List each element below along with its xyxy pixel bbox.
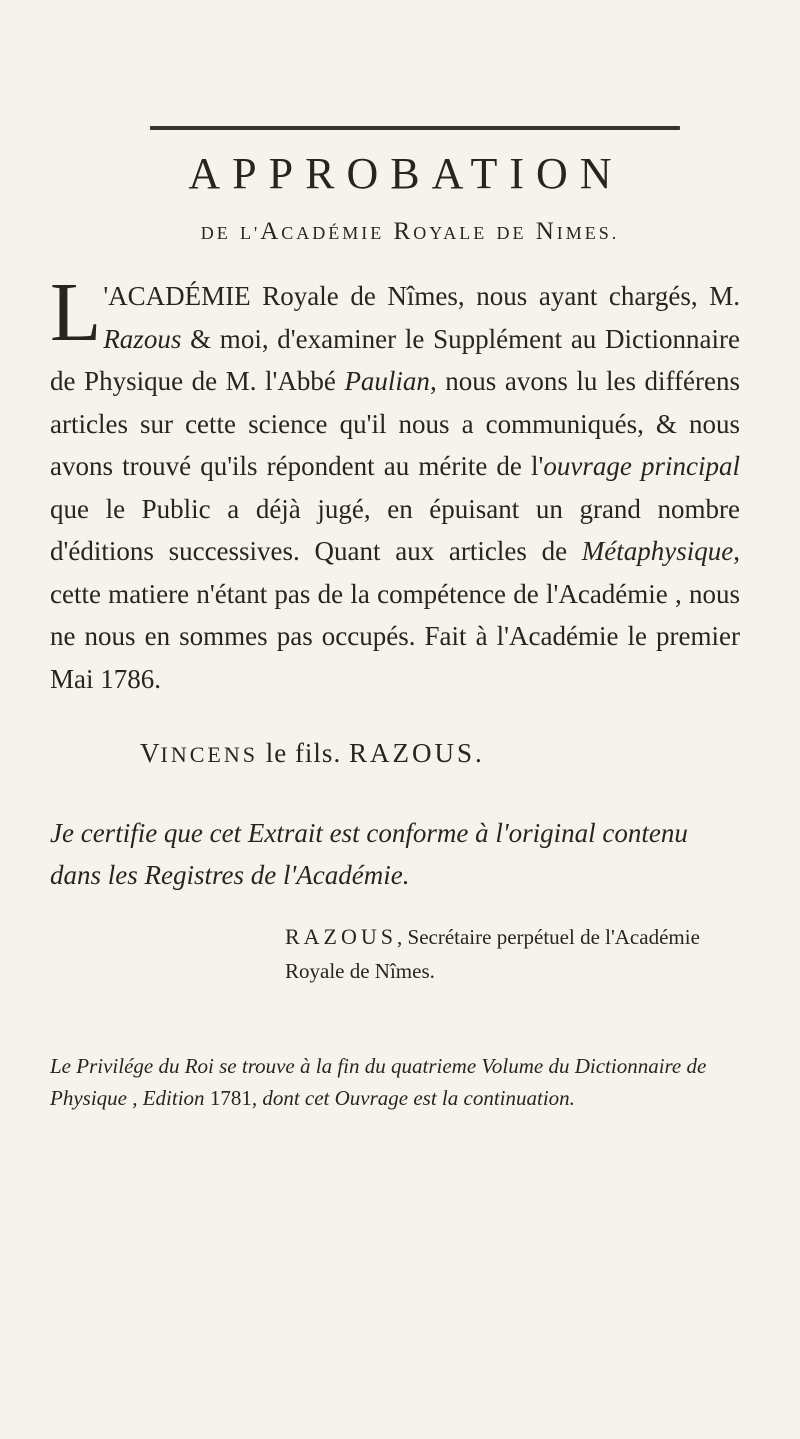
approbation-text bbox=[50, 266, 740, 700]
subtitle-de: DE bbox=[200, 223, 231, 243]
header-rule bbox=[150, 126, 680, 130]
subtitle-royale: ROYALE bbox=[393, 218, 488, 245]
approbation-part-3: , nous avons lu les différens articles sur cette science qu'il nous a communiqués, & nous avons trouvé qu'ils répondent au mérite de l' bbox=[50, 366, 740, 481]
page-subtitle bbox=[60, 218, 760, 246]
subtitle-de-2: DE bbox=[496, 223, 527, 243]
privilege-part-2: , dont cet Ouvrage est la continuation. bbox=[251, 1086, 575, 1110]
secretary-title: , Secrétaire perpétuel de l'Académie Royale de Nîmes. bbox=[285, 925, 700, 983]
signer-vincens: VINCENS bbox=[140, 738, 258, 768]
approbation-part-4: que le Public a déjà jugé, en épuisant un grand nombre d'éditions successives. Quant aux articles de bbox=[50, 493, 740, 566]
drop-cap: L bbox=[50, 266, 102, 359]
signer-razous: RAZOUS. bbox=[348, 738, 485, 768]
metaphysique: Métaphysique bbox=[581, 536, 734, 566]
approbation-part-2: & moi, d'examiner le Supplément au Dictionnaire de Physique de M. l'Abbé bbox=[50, 323, 740, 396]
privilege-note bbox=[50, 1050, 740, 1114]
name-razous: Razous bbox=[103, 323, 182, 354]
secretary-name: RAZOUS bbox=[285, 924, 398, 949]
name-paulian: Paulian bbox=[344, 366, 430, 396]
approbation-part-1: 'ACADÉMIE Royale de Nîmes, nous ayant chargés, M. bbox=[103, 281, 740, 311]
certificate-signature bbox=[285, 920, 745, 988]
ouvrage-principal: ouvrage principal bbox=[543, 451, 740, 481]
signature-line bbox=[140, 738, 485, 769]
signer-suffix: le fils. bbox=[265, 738, 342, 768]
subtitle-academy: L'ACADÉMIE bbox=[239, 218, 385, 245]
privilege-part-1: Le Privilége du Roi se trouve à la fin du quatrieme Volume du Dictionnaire de Physique , Edition bbox=[50, 1054, 707, 1110]
certificate-text: Je certifie que cet Extrait est conforme à l'original contenu dans les Registres de l'Académie. bbox=[50, 818, 688, 890]
page-title: APPROBATION bbox=[188, 149, 624, 198]
approbation-part-5: , cette matiere n'étant pas de la compétence de l'Académie , nous ne nous en sommes pas occupés. Fait à l'Académie le premier Mai 1786. bbox=[50, 536, 740, 694]
subtitle-nimes: NIMES. bbox=[535, 218, 620, 245]
privilege-year: 1781 bbox=[209, 1086, 252, 1110]
